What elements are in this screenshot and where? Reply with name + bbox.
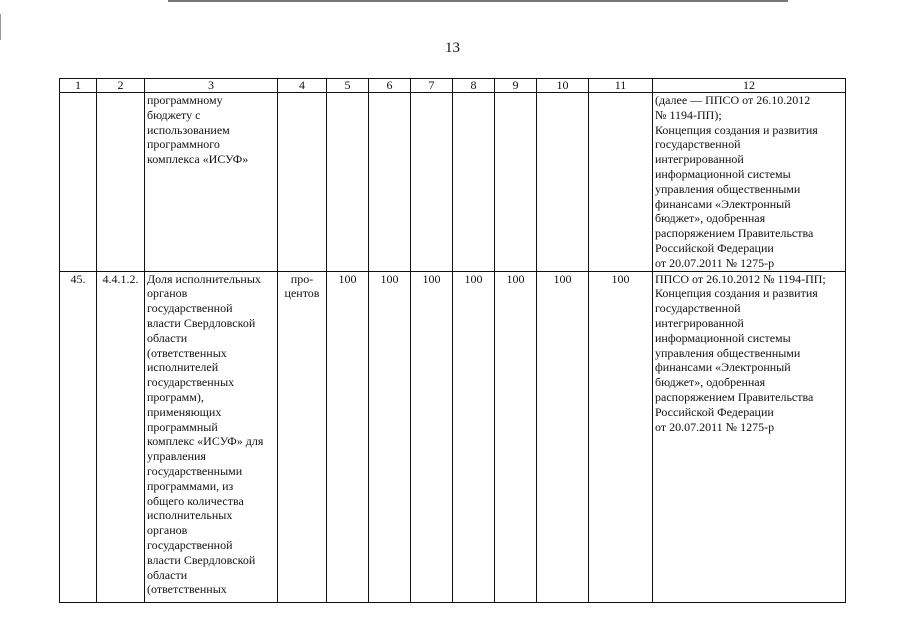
cell-line: интегрированной [655, 315, 744, 330]
cell-line: (ответственных [147, 345, 227, 360]
cell-line: власти Свердловской [147, 552, 256, 567]
cell-source [653, 93, 846, 272]
cell-line: бюджет», одобренная [655, 375, 766, 390]
cell-line: Российской Федерации [655, 404, 774, 419]
table-row [60, 93, 846, 272]
cell-line: Концепция создания и развития [655, 122, 818, 137]
cell-value [327, 93, 369, 272]
cell-line: финансами «Электронный [655, 196, 791, 211]
cell-line: исполнительных [147, 508, 233, 523]
cell-line: программного [147, 137, 220, 152]
cell-value: 100 [589, 271, 653, 602]
cell-value [537, 93, 589, 272]
cell-line: распоряжением Правительства [655, 389, 814, 404]
cell-line: управления общественными [655, 345, 801, 360]
cell-indicator-name [145, 271, 278, 602]
cell-value [589, 93, 653, 272]
cell-line: № 1194-ПП); [655, 107, 722, 122]
cell-line: программами, из [147, 478, 234, 493]
cell-line: области [147, 567, 188, 582]
scan-edge-left [0, 14, 1, 40]
cell-line: Российской Федерации [655, 240, 774, 255]
cell-value: 100 [327, 271, 369, 602]
cell-line: программ), [147, 389, 204, 404]
cell-line: государственной [147, 301, 233, 316]
cell-line: (ответственных [147, 582, 227, 597]
cell-line: интегрированной [655, 152, 744, 167]
cell-source [653, 271, 846, 602]
cell-line: ППСО от 26.10.2012 № 1194-ПП; [655, 271, 826, 286]
header-col-7: 7 [411, 79, 453, 93]
cell-value [369, 93, 411, 272]
cell-line: от 20.07.2011 № 1275-р [655, 419, 775, 434]
cell-value: 100 [537, 271, 589, 602]
cell-unit [278, 271, 327, 602]
cell-value: 100 [453, 271, 495, 602]
cell-line: государственных [147, 375, 235, 390]
cell-line: государственной [147, 537, 233, 552]
cell-line: органов [147, 286, 188, 301]
header-col-10: 10 [537, 79, 589, 93]
cell-value: 100 [495, 271, 537, 602]
cell-value [495, 93, 537, 272]
header-col-12: 12 [653, 79, 846, 93]
cell-line: программный [147, 419, 218, 434]
cell-line: финансами «Электронный [655, 360, 791, 375]
header-col-1: 1 [60, 79, 97, 93]
cell-line: власти Свердловской [147, 315, 256, 330]
page-number: 13 [445, 40, 460, 56]
cell-value: 100 [411, 271, 453, 602]
cell-line: от 20.07.2011 № 1275-р [655, 255, 775, 270]
header-col-2: 2 [97, 79, 145, 93]
cell-indicator-name [145, 93, 278, 272]
cell-line: государственной [655, 137, 741, 152]
cell-line: информационной системы [655, 166, 791, 181]
cell-value [453, 93, 495, 272]
scan-edge-top [168, 0, 788, 2]
cell-line: бюджету с [147, 107, 201, 122]
cell-line: программному [147, 93, 223, 107]
cell-line: про- [290, 271, 314, 286]
cell-line: распоряжением Правительства [655, 226, 814, 241]
cell-line: общего количества [147, 493, 244, 508]
header-col-11: 11 [589, 79, 653, 93]
cell-line: Концепция создания и развития [655, 286, 818, 301]
cell-line: управления [147, 449, 206, 464]
cell-line: (далее — ППСО от 26.10.2012 [655, 93, 811, 107]
cell-line: исполнителей [147, 360, 219, 375]
cell-line: области [147, 330, 188, 345]
cell-line: использованием [147, 122, 230, 137]
cell-line: государственной [655, 301, 741, 316]
cell-line: государственными [147, 463, 243, 478]
indicator-table [59, 78, 846, 603]
cell-line: информационной системы [655, 330, 791, 345]
cell-line: применяющих [147, 404, 222, 419]
cell-unit [278, 93, 327, 272]
header-col-6: 6 [369, 79, 411, 93]
cell-code: 4.4.1.2. [97, 271, 145, 602]
cell-line: органов [147, 523, 188, 538]
header-col-8: 8 [453, 79, 495, 93]
header-row [60, 79, 846, 93]
cell-line: центов [284, 286, 320, 301]
cell-number [60, 93, 97, 272]
cell-value [411, 93, 453, 272]
cell-number: 45. [60, 271, 97, 602]
header-col-4: 4 [278, 79, 327, 93]
cell-line: комплекса «ИСУФ» [147, 152, 249, 167]
header-col-3: 3 [145, 79, 278, 93]
cell-value: 100 [369, 271, 411, 602]
cell-line: комплекс «ИСУФ» для [147, 434, 264, 449]
cell-line: бюджет», одобренная [655, 211, 766, 226]
cell-code [97, 93, 145, 272]
header-col-5: 5 [327, 79, 369, 93]
header-col-9: 9 [495, 79, 537, 93]
cell-line: управления общественными [655, 181, 801, 196]
cell-line: Доля исполнительных [147, 271, 261, 286]
table-row [60, 271, 846, 602]
